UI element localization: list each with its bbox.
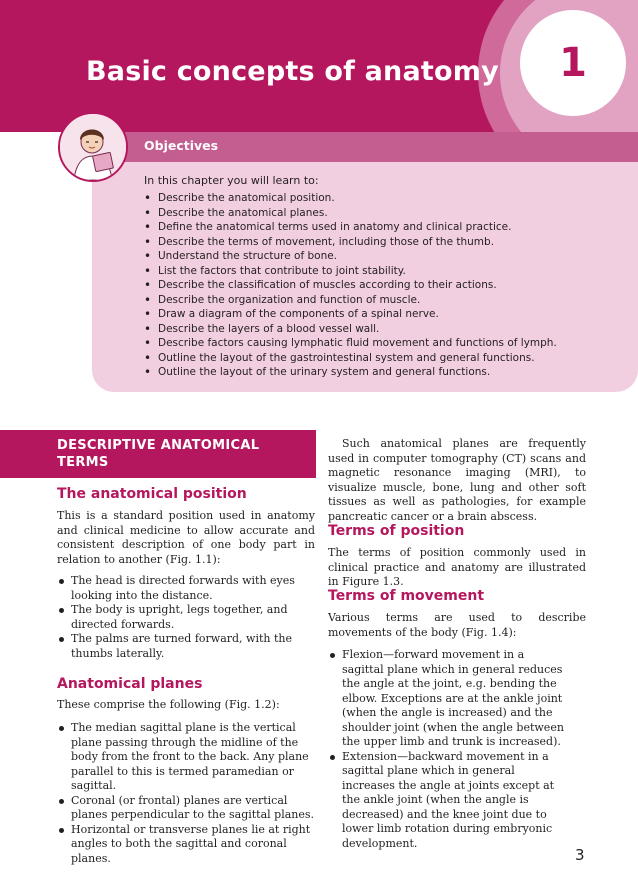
heading-terms-of-movement: Terms of movement [328, 588, 485, 604]
objective-item: • Describe the anatomical position. [144, 191, 557, 206]
anatomical-planes-bullets [57, 721, 315, 866]
objective-item: • List the factors that contribute to joint stability. [144, 264, 557, 279]
objectives-intro: In this chapter you will learn to: [144, 174, 319, 187]
objective-item: • Describe the organization and function of muscle. [144, 293, 557, 308]
chapter-title: Basic concepts of anatomy [86, 56, 499, 87]
heading-anatomical-planes: Anatomical planes [57, 676, 203, 692]
anatomical-position-bullets [57, 574, 312, 661]
paragraph-planes-imaging: Such anatomical planes are frequently used in computer tomography (CT) scans and magnetic resonance imaging (MRI), to visualize muscle, bone, lung and other soft tissues as well as pathologies, for example pancreatic cancer or a brain abscess. [328, 437, 586, 523]
paragraph-anatomical-planes: These comprise the following (Fig. 1.2): [57, 698, 280, 711]
list-item: The head is directed forwards with eyes looking into the distance. [57, 574, 312, 603]
list-item: The body is upright, legs together, and directed forwards. [57, 603, 312, 632]
objective-item: • Describe the terms of movement, including those of the thumb. [144, 235, 557, 250]
objective-item: • Describe the layers of a blood vessel wall. [144, 322, 557, 337]
objective-item: • Define the anatomical terms used in anatomy and clinical practice. [144, 220, 557, 235]
list-item: Coronal (or frontal) planes are vertical planes perpendicular to the sagittal planes. [57, 794, 315, 823]
paragraph-terms-of-movement: Various terms are used to describe movements of the body (Fig. 1.4): [328, 611, 586, 639]
section-heading: DESCRIPTIVE ANATOMICAL TERMS [57, 438, 260, 470]
heading-terms-of-position: Terms of position [328, 523, 465, 539]
list-item: The palms are turned forward, with the thumbs laterally. [57, 632, 312, 661]
heading-anatomical-position: The anatomical position [57, 486, 247, 502]
paragraph-terms-of-position: The terms of position commonly used in clinical practice and anatomy are illustrated in Figure 1.3. [328, 546, 586, 588]
objective-item: • Describe factors causing lymphatic fluid movement and functions of lymph. [144, 336, 557, 351]
objective-item: • Draw a diagram of the components of a spinal nerve. [144, 307, 557, 322]
objective-item: • Outline the layout of the urinary system and general functions. [144, 365, 557, 380]
objectives-list [144, 191, 557, 380]
chapter-number-badge [520, 10, 626, 116]
list-item: Extension—backward movement in a sagittal plane which in general increases the angle at joints except at the ankle joint (when the angle is decreased) and the knee joint due to lower limb rotation during embryonic development. [328, 750, 566, 852]
objective-item: • Describe the anatomical planes. [144, 206, 557, 221]
list-item: Flexion—forward movement in a sagittal plane which in general reduces the angle at the joint, e.g. bending the elbow. Exceptions are at the ankle joint (when the angle is increased) and the shoulder joint (when the angle between the upper limb and trunk is increased). [328, 648, 566, 750]
paragraph-anatomical-position: This is a standard position used in anatomy and clinical medicine to allow accurate and consistent description of one body part in relation to another (Fig. 1.1): [57, 509, 315, 566]
objectives-title: Objectives [144, 138, 219, 153]
objective-item: • Describe the classification of muscles according to their actions. [144, 278, 557, 293]
objective-item: • Understand the structure of bone. [144, 249, 557, 264]
objective-item: • Outline the layout of the gastrointestinal system and general functions. [144, 351, 557, 366]
list-item: The median sagittal plane is the vertical plane passing through the midline of the body from the front to the back. Any plane parallel to this is termed paramedian or sagittal. [57, 721, 315, 794]
chapter-number: 1 [559, 40, 587, 86]
reader-avatar-icon [58, 112, 128, 182]
terms-of-movement-bullets [328, 648, 566, 851]
page-number: 3 [575, 846, 585, 864]
list-item: Horizontal or transverse planes lie at right angles to both the sagittal and coronal planes. [57, 823, 315, 867]
